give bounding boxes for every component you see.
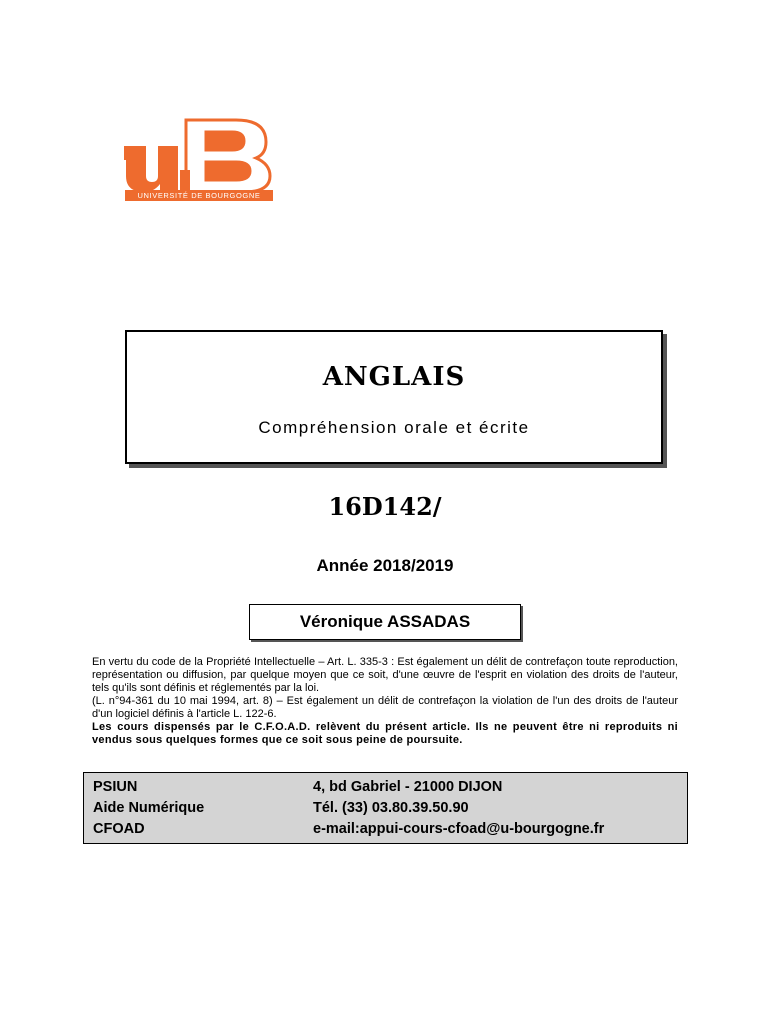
academic-year: Année 2018/2019 — [316, 556, 454, 575]
contact-row — [84, 779, 687, 799]
document-title: ANGLAIS — [322, 362, 466, 392]
author-name: Véronique ASSADAS — [299, 612, 471, 631]
legal-paragraph-1: En vertu du code de la Propriété Intellectuelle – Art. L. 335-3 : Est également un délit de contrefaçon toute reproduction, représentation ou diffusion, par quelque moyen que ce soit, d'une œuvre de l'esprit en violation des droits de l'auteur, tels qu'ils sont définis et réglementés par la loi. — [92, 656, 678, 694]
contact-address: 4, bd Gabriel - 21000 DIJON — [313, 779, 503, 795]
course-code: 16D142/ — [328, 492, 442, 521]
author-box — [249, 604, 521, 640]
contact-label: Aide Numérique — [93, 800, 205, 816]
legal-paragraph-2: (L. n°94-361 du 10 mai 1994, art. 8) – Est également un délit de contrefaçon la violation de l'un des droits de l'auteur d'un logiciel définis à l'article L. 122-6. — [92, 695, 678, 720]
contact-label: CFOAD — [93, 821, 145, 837]
logo-caption: UNIVERSITÉ DE BOURGOGNE — [125, 190, 273, 201]
contact-row — [84, 821, 687, 841]
document-subtitle: Compréhension orale et écrite — [258, 418, 530, 437]
legal-paragraph-3: Les cours dispensés par le C.F.O.A.D. relèvent du présent article. Ils ne peuvent être ni reproduits ni vendus sous quelques formes que ce soit sous peine de poursuite. — [92, 721, 678, 746]
contact-row — [84, 800, 687, 820]
contact-email[interactable]: e-mail:appui-cours-cfoad@u-bourgogne.fr — [313, 821, 605, 837]
legal-notice — [92, 656, 678, 747]
contact-label: PSIUN — [93, 779, 138, 795]
contact-box — [83, 772, 688, 844]
title-box — [125, 330, 663, 464]
ub-logo-icon — [124, 118, 274, 194]
contact-phone: Tél. (33) 03.80.39.50.90 — [313, 800, 469, 816]
